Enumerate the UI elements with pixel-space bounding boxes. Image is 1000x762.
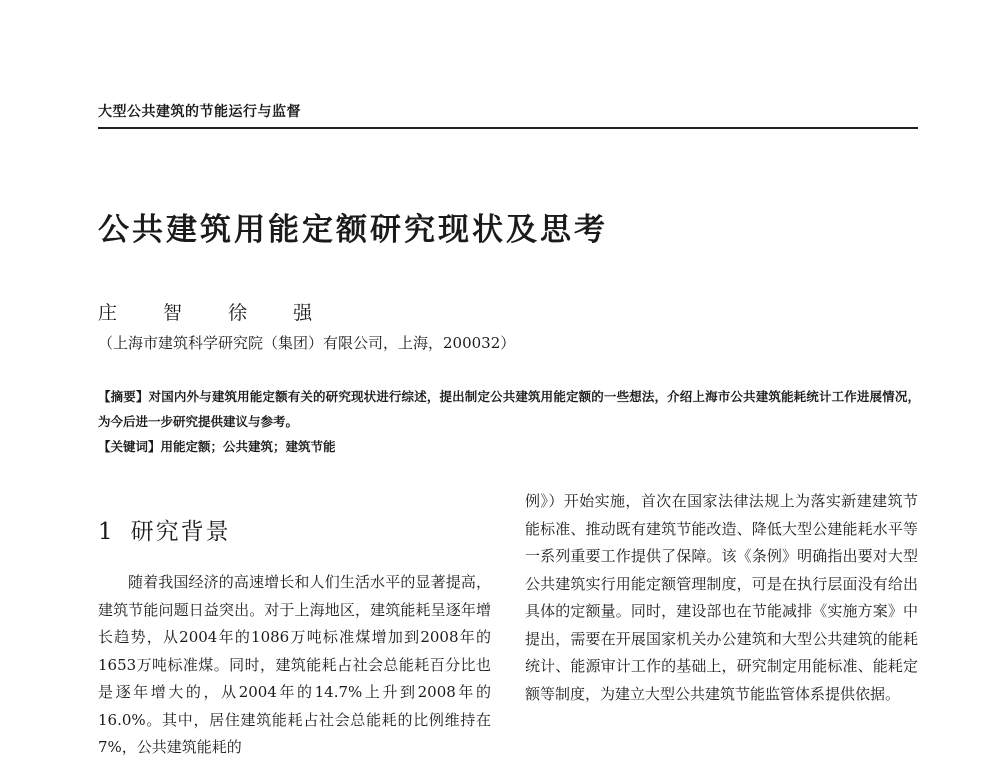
abstract [98, 384, 920, 434]
section-number: 1 [98, 519, 115, 545]
keywords [98, 436, 920, 458]
authors: 庄 智 徐 强 [98, 302, 333, 324]
paper-title: 公共建筑用能定额研究现状及思考 [98, 212, 608, 248]
section-heading [98, 513, 231, 546]
keywords-label: 【关键词】 [98, 439, 161, 454]
body-right-column: 例》）开始实施，首次在国家法律法规上为落实新建建筑节能标准、推动既有建筑节能改造、降低大型公建能耗水平等一系列重要工作提供了保障。该《条例》明确指出要对大型公共建筑实行用能定额管理制度，可是在执行层面没有给出具体的定额量。同时，建设部也在节能减排《实施方案》中提出，需要在开展国家机关办公建筑和大型公共建筑的能耗统计、能源审计工作的基础上，研究制定用能标准、能耗定额等制度，为建立大型公共建筑节能监管体系提供依据。 [525, 492, 918, 703]
keywords-text: 用能定额；公共建筑；建筑节能 [160, 439, 336, 454]
running-header: 大型公共建筑的节能运行与监督 [98, 104, 301, 120]
body-left-column: 随着我国经济的高速增长和人们生活水平的显著提高，建筑节能问题日益突出。对于上海地区，建筑能耗呈逐年增长趋势，从2004年的1086万吨标准煤增加到2008年的1653万吨标准煤。同时，建筑能耗占社会总能耗百分比也是逐年增大的，从2004年的14.7%上升到2008年的16.0%。其中，居住建筑能耗占社会总能耗的比例维持在7%，公共建筑能耗的 [98, 573, 491, 756]
affiliation: （上海市建筑科学研究院（集团）有限公司，上海，200032） [98, 334, 516, 352]
section-title: 研究背景 [130, 519, 231, 545]
abstract-label: 【摘要】 [98, 389, 149, 404]
abstract-text: 对国内外与建筑用能定额有关的研究现状进行综述，提出制定公共建筑用能定额的一些想法，介绍上海市公共建筑能耗统计工作进展情况，为今后进一步研究提供建议与参考。 [98, 389, 920, 429]
header-rule [98, 127, 918, 129]
